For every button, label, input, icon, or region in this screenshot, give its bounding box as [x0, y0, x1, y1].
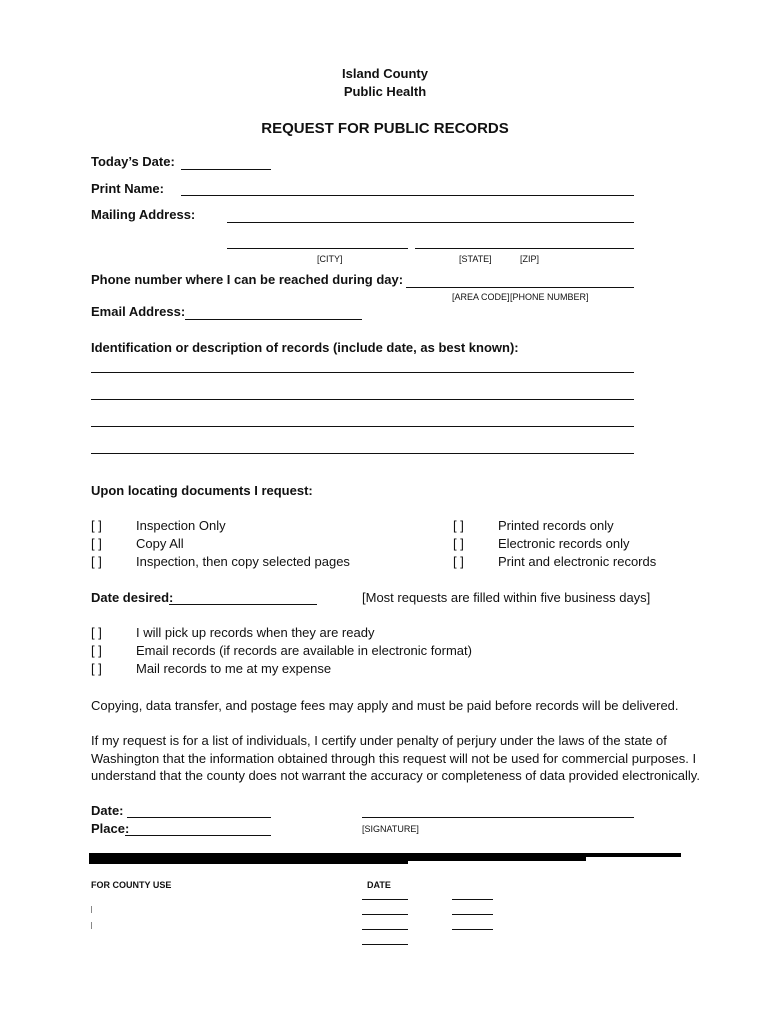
state-caption: [STATE]	[459, 254, 492, 264]
todays-date-field[interactable]	[181, 169, 271, 170]
certification-line-2: Washington that the information obtained through this request will not be used for commercial purposes. I	[91, 751, 697, 766]
sign-date-field[interactable]	[127, 817, 271, 818]
county-extra-line-1[interactable]	[452, 899, 493, 900]
checkbox-mail-records[interactable]: [ ]	[91, 661, 102, 676]
option-inspection-copy: Inspection, then copy selected pages	[136, 554, 350, 569]
request-heading: Upon locating documents I request:	[91, 483, 313, 498]
print-name-field[interactable]	[181, 195, 634, 196]
zip-caption: [ZIP]	[520, 254, 540, 264]
date-desired-label: Date desired:	[91, 590, 174, 605]
certification-line-3: understand that the county does not warrant the accuracy or completeness of data provided electronically.	[91, 768, 700, 783]
county-date-line-4[interactable]	[362, 944, 408, 945]
identification-label: Identification or description of records (include date, as best known):	[91, 340, 519, 355]
description-line-3[interactable]	[91, 426, 634, 427]
checkbox-printed-only[interactable]: [ ]	[453, 518, 464, 533]
county-extra-line-3[interactable]	[452, 929, 493, 930]
org-name-line2: Public Health	[343, 84, 427, 99]
date-desired-field[interactable]	[169, 604, 317, 605]
phone-number-caption: [PHONE NUMBER]	[510, 292, 589, 302]
mailing-address-field[interactable]	[227, 222, 634, 223]
county-tick-2	[91, 922, 92, 929]
print-name-label: Print Name:	[91, 181, 164, 196]
form-title: REQUEST FOR PUBLIC RECORDS	[261, 120, 509, 137]
county-tick-1	[91, 906, 92, 913]
county-date-line-3[interactable]	[362, 929, 408, 930]
checkbox-pick-up[interactable]: [ ]	[91, 625, 102, 640]
option-electronic-only: Electronic records only	[498, 536, 630, 551]
area-code-caption: [AREA CODE]	[452, 292, 510, 302]
description-line-2[interactable]	[91, 399, 634, 400]
checkbox-electronic-only[interactable]: [ ]	[453, 536, 464, 551]
option-copy-all: Copy All	[136, 536, 184, 551]
city-field[interactable]	[227, 248, 408, 249]
todays-date-label: Today’s Date:	[91, 154, 175, 169]
sign-place-field[interactable]	[125, 835, 271, 836]
option-pick-up: I will pick up records when they are ready	[136, 625, 375, 640]
county-date-line-1[interactable]	[362, 899, 408, 900]
county-use-label: FOR COUNTY USE	[91, 880, 172, 890]
phone-label: Phone number where I can be reached during day:	[91, 272, 404, 287]
signature-caption: [SIGNATURE]	[362, 824, 419, 834]
option-printed-only: Printed records only	[498, 518, 614, 533]
description-line-4[interactable]	[91, 453, 634, 454]
option-mail-records: Mail records to me at my expense	[136, 661, 332, 676]
fees-notice: Copying, data transfer, and postage fees may apply and must be paid before records will be delivered.	[91, 698, 679, 713]
separator-bar-bottom	[89, 861, 408, 864]
mailing-address-label: Mailing Address:	[91, 207, 196, 222]
sign-date-label: Date:	[91, 803, 124, 818]
checkbox-print-and-electronic[interactable]: [ ]	[453, 554, 464, 569]
fulfillment-note: [Most requests are filled within five business days]	[362, 590, 651, 605]
checkbox-inspection-copy[interactable]: [ ]	[91, 554, 102, 569]
option-inspection-only: Inspection Only	[136, 518, 226, 533]
email-label: Email Address:	[91, 304, 186, 319]
sign-place-label: Place:	[91, 821, 130, 836]
city-caption: [CITY]	[317, 254, 343, 264]
phone-field[interactable]	[406, 287, 634, 288]
county-date-line-2[interactable]	[362, 914, 408, 915]
checkbox-email-records[interactable]: [ ]	[91, 643, 102, 658]
county-extra-line-2[interactable]	[452, 914, 493, 915]
description-line-1[interactable]	[91, 372, 634, 373]
signature-field[interactable]	[362, 817, 634, 818]
option-email-records: Email records (if records are available in electronic format)	[136, 643, 472, 658]
checkbox-copy-all[interactable]: [ ]	[91, 536, 102, 551]
option-print-and-electronic: Print and electronic records	[498, 554, 657, 569]
checkbox-inspection-only[interactable]: [ ]	[91, 518, 102, 533]
state-zip-field[interactable]	[415, 248, 634, 249]
county-date-label: DATE	[367, 880, 391, 890]
certification-line-1: If my request is for a list of individuals, I certify under penalty of perjury under the laws of the state of	[91, 733, 667, 748]
org-name-line1: Island County	[342, 66, 428, 81]
email-field[interactable]	[185, 319, 362, 320]
